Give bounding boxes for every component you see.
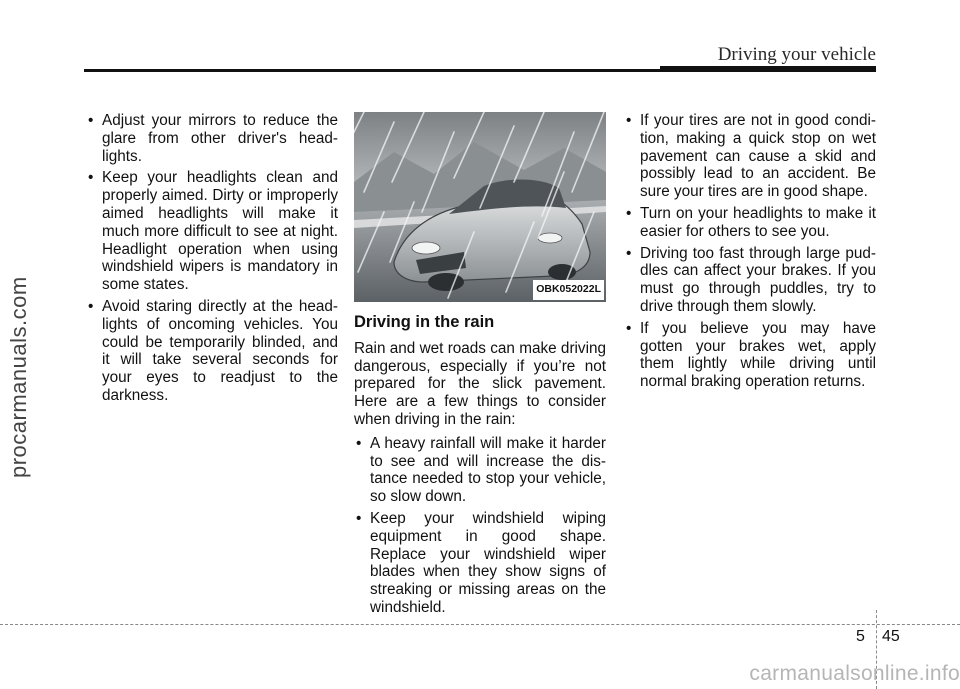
rain-car-illustration xyxy=(354,112,606,302)
list-item: • Keep your windshield wiping equipment in good shape. Replace your windshield wiper blades when they show signs of streaking or missing areas on the windshield. xyxy=(354,510,606,617)
running-header: Driving your vehicle xyxy=(717,44,876,65)
list-item: • Avoid staring directly at the head-lights of oncoming vehicles. You could be temporarily blinded, and it will take several seconds for your eyes to readjust to the darkness. xyxy=(86,298,338,405)
list-item: • If your tires are not in good condi-tion, making a quick stop on wet pavement can cause a skid and possibly lead to an accident. Be sure your tires are in good shape. xyxy=(624,112,876,201)
section-heading: Driving in the rain xyxy=(354,313,495,331)
list-item: • Keep your headlights clean and properly aimed. Dirty or improperly aimed headlights will make it much more difficult to see at night. Headlight operation when using windshield wipers is mandatory in some states. xyxy=(86,169,338,294)
car-in-rain-icon xyxy=(354,112,606,302)
list-item: • If you believe you may have gotten your brakes wet, apply them lightly while driving until normal braking operation returns. xyxy=(624,320,876,391)
intro-paragraph: Rain and wet roads can make driving dangerous, especially if you’re not prepared for the slick pavement. Here are a few things to consider when driving in the rain: xyxy=(354,339,606,428)
list-item: • Driving too fast through large pud-dles can affect your brakes. If you must go through puddles, try to drive through them slowly. xyxy=(624,245,876,316)
side-watermark: procarmanuals.com xyxy=(6,276,31,478)
header-rule-accent xyxy=(660,66,876,71)
list-item: • A heavy rainfall will make it harder to see and will increase the dis-tance needed to stop your vehicle, so slow down. xyxy=(354,435,606,506)
right-column xyxy=(624,112,876,395)
middle-column xyxy=(354,112,606,621)
page-number: 45 xyxy=(882,628,900,645)
list-item: • Turn on your headlights to make it easier for others to see you. xyxy=(624,205,876,241)
left-column xyxy=(86,112,338,409)
figure-code: OBK052022L xyxy=(533,280,604,300)
footer-rule xyxy=(0,624,960,625)
chapter-number: 5 xyxy=(856,628,865,645)
bottom-watermark: carmanualsonline.info xyxy=(749,662,960,685)
list-item: • Adjust your mirrors to reduce the glare from other driver's head-lights. xyxy=(86,112,338,165)
